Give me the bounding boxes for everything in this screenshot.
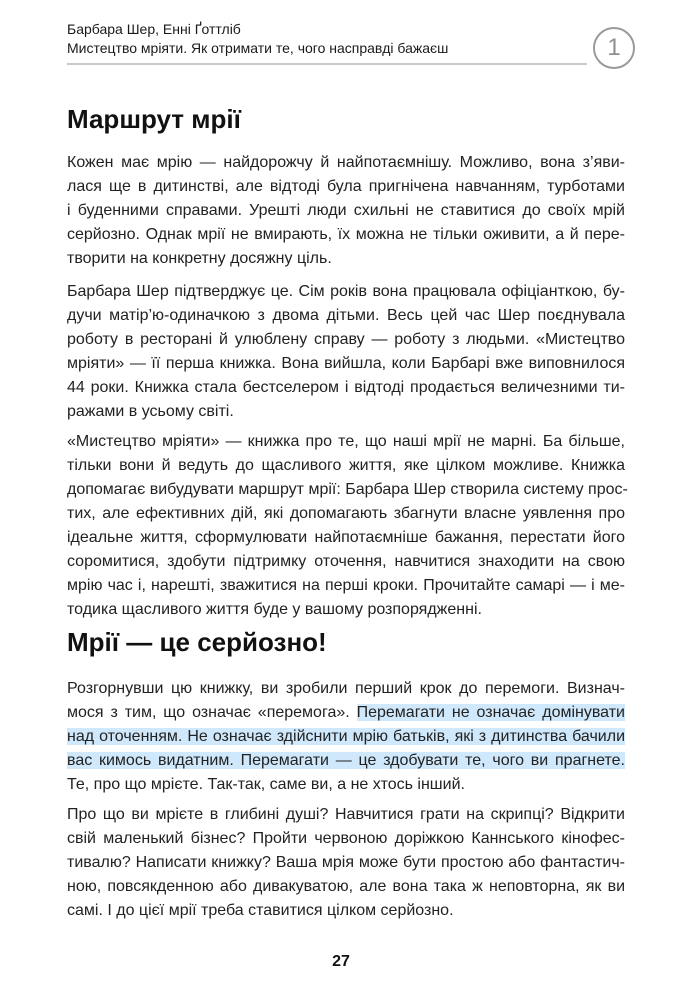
header-authors: Барбара Шер, Енні Ґоттліб (67, 21, 241, 37)
text-line: 44 роки. Книжка стала бестселером і відтоді продається величезними ти- (67, 379, 625, 396)
text-line: тивалю? Написати книжку? Ваша мрія може бути простою або фантастич- (67, 854, 625, 871)
text-line: «Мистецтво мріяти» — книжка про те, що наші мрії не марні. Ба більше, (67, 433, 625, 450)
text-line: Те, про що мрієте. Так-так, саме ви, а не хтось інший. (67, 776, 465, 793)
text-line: мріяти» — її перша книжка. Вона вийшла, коли Барбарі вже виповнилося (67, 355, 625, 372)
paragraph-5 (67, 803, 625, 923)
text-line: мрію час і, нарешті, зважитися на перші кроки. Прочитайте самарі — і ме- (67, 577, 625, 594)
text-line (67, 725, 625, 749)
text-line: ідеальне життя, сформулювати найпотаємніше бажання, перестати його (67, 529, 625, 546)
text-line: і буденними справами. Урешті люди схильні не ставитися до своїх мрій (67, 202, 625, 219)
text-line (67, 701, 625, 725)
section-heading-route: Маршрут мрії (67, 104, 241, 134)
highlighted-text[interactable]: вас кимось видатним. Перемагати — це здобувати те, чого ви прагнете. (67, 752, 625, 769)
text-line: Барбара Шер підтверджує це. Сім років вона працювала офіціанткою, бу- (67, 283, 625, 300)
page-number: 27 (332, 953, 350, 970)
running-header (67, 20, 587, 65)
text-line: допомагає вибудувати маршрут мрії: Барбара Шер створила систему прос- (67, 481, 628, 498)
text-line: роботу в ресторані й улюблену справу — роботу з людьми. «Мистецтво (67, 331, 625, 348)
text-line: тих, але ефективних дій, які допомагають збагнути власне уявлення про (67, 505, 625, 522)
paragraph-3 (67, 430, 628, 622)
text-line: тільки вони й ведуть до щасливого життя, яке цілком можливе. Книжка (67, 457, 625, 474)
highlighted-text[interactable]: Перемагати не означає домінувати (356, 704, 625, 721)
section-heading-serious: Мрії — це серйозно! (67, 627, 327, 657)
text-line: Про що ви мрієте в глибині душі? Навчитися грати на скрипці? Відкрити (67, 806, 625, 823)
header-book-title: Мистецтво мріяти. Як отримати те, чого насправді бажаєш (67, 40, 449, 56)
text-line: Кожен має мрію — найдорожчу й найпотаємнішу. Можливо, вона з’яви- (67, 154, 625, 171)
paragraph-2 (67, 280, 625, 424)
chapter-badge: 1 (593, 27, 635, 69)
text-line: лася ще в дитинстві, але відтоді була пригнічена навчанням, турботами (67, 178, 625, 195)
text-line: Розгорнувши цю книжку, ви зробили перший крок до перемоги. Визнач- (67, 680, 625, 697)
text-line: соромитися, здобути підтримку оточення, навчитися знаходити на свою (67, 553, 625, 570)
text-line: дучи матір’ю-одиначкою з двома дітьми. Весь цей час Шер поєднувала (67, 307, 625, 324)
highlighted-text[interactable]: над оточенням. Не означає здійснити мрію батьків, які з дитинства бачили (67, 728, 625, 745)
text-line: ражами в усьому світі. (67, 403, 234, 420)
text-line: серйозно. Однак мрії не вмирають, їх можна не тільки оживити, а й пере- (67, 226, 625, 243)
text-line: ною, повсякденною або дивакуватою, але вона така ж неповторна, як ви (67, 878, 625, 895)
text-line: самі. І до цієї мрії треба ставитися цілком серйозно. (67, 902, 454, 919)
text-fragment: мося з тим, що означає «перемога». (67, 704, 357, 721)
paragraph-1 (67, 151, 625, 271)
text-line: тодика щасливого життя буде у вашому розпорядженні. (67, 601, 482, 618)
text-line (67, 749, 625, 773)
text-line: творити на конкретну досяжну ціль. (67, 250, 332, 267)
paragraph-4 (67, 677, 625, 797)
text-line: свій маленький бізнес? Пройти червоною доріжкою Каннського кінофес- (67, 830, 625, 847)
